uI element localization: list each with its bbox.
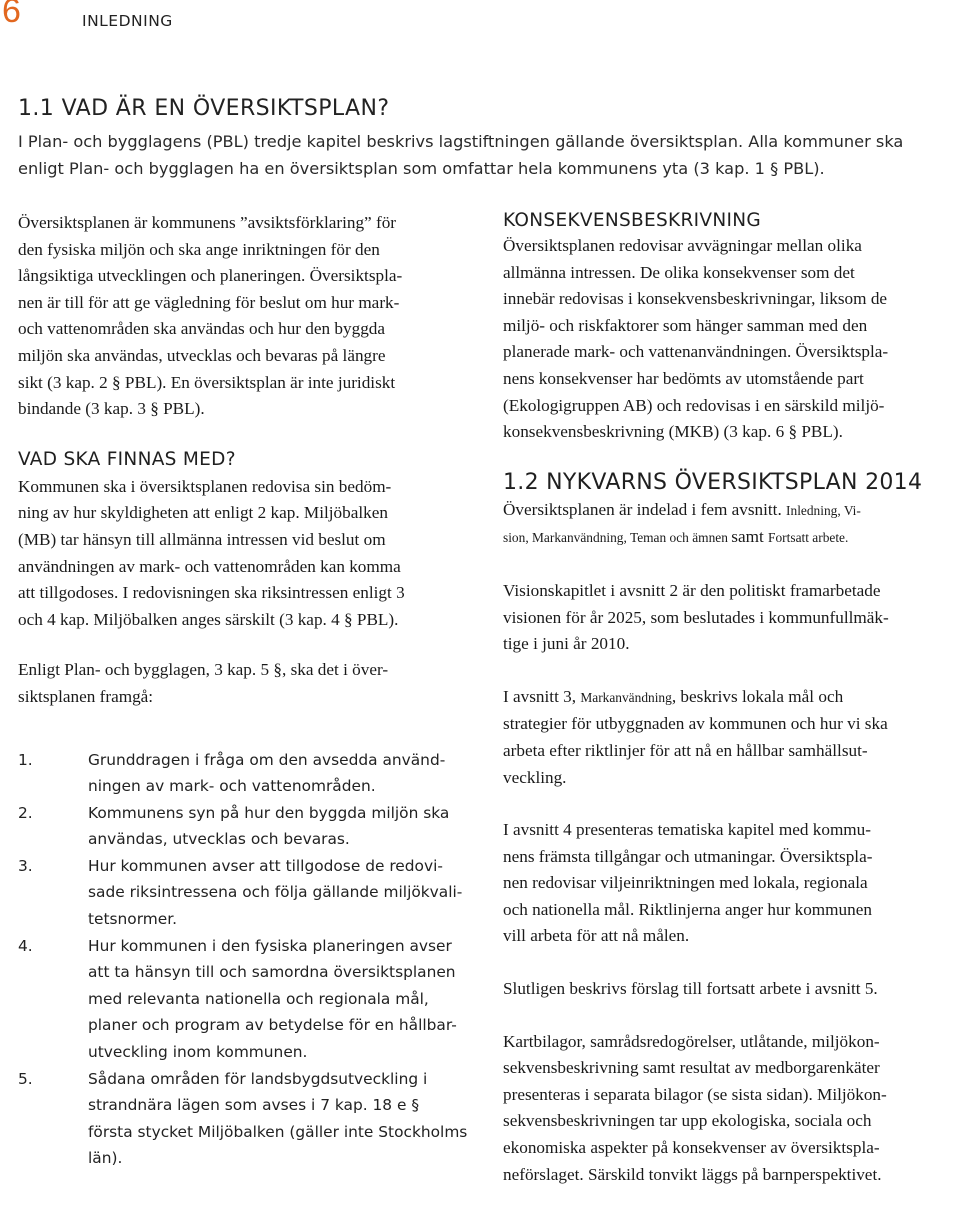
section-title-1-2: 1.2 NYKVARNS ÖVERSIKTSPLAN 2014 bbox=[503, 469, 923, 495]
text-fragment: samt bbox=[731, 527, 769, 547]
section-name-fragment: Inledning, Vi- bbox=[786, 502, 861, 518]
text-line: Översiktsplanen är kommunens ”avsiktsförklaring” för bbox=[18, 213, 397, 232]
text-line: bindande (3 kap. 3 § PBL). bbox=[18, 399, 205, 419]
text-line: planerade mark- och vattenanvändningen. Översiktspla- bbox=[503, 342, 889, 362]
section-name-fragment: Markanvändning bbox=[580, 689, 672, 705]
text-line: Hur kommunen avser att tillgodose de redovi- bbox=[88, 856, 443, 875]
text-fragment: Översiktsplanen är indelad i fem avsnitt. bbox=[503, 499, 787, 519]
text-line: Kommunens syn på hur den byggda miljön ska bbox=[88, 803, 450, 822]
text-line: (MB) tar hänsyn till allmänna intressen vid beslut om bbox=[18, 529, 386, 549]
list-item bbox=[18, 1066, 478, 1172]
text-line: tetsnormer. bbox=[88, 910, 178, 929]
text-line: miljön ska användas, utvecklas och bevaras på längre bbox=[18, 345, 386, 365]
list-item-number: 1. bbox=[18, 750, 33, 769]
right-column bbox=[503, 210, 958, 1188]
text-fragment: I avsnitt 3, bbox=[503, 686, 581, 706]
text-line: Kartbilagor, samrådsredogörelser, utlåtande, miljökon- bbox=[503, 1031, 880, 1051]
intro-line: I Plan- och bygglagens (PBL) tredje kapitel beskrivs lagstiftningen gällande översiktsplan. Alla kommuner ska bbox=[18, 132, 904, 151]
text-line: nens konsekvenser har bedömts av utomstående part bbox=[503, 368, 864, 388]
text-line: sikt (3 kap. 2 § PBL). En översiktsplan är inte juridiskt bbox=[18, 372, 396, 392]
paragraph-avsnitt-3 bbox=[503, 684, 958, 791]
text-line: neförslaget. Särskild tonvikt läggs på barnperspektivet. bbox=[503, 1164, 882, 1184]
text-line: presenteras i separata bilagor (se sista sidan). Miljökon- bbox=[503, 1084, 887, 1104]
paragraph-enligt-pbl bbox=[18, 657, 478, 710]
text-line: långsiktiga utvecklingen och planeringen. Översiktspla- bbox=[18, 266, 403, 286]
text-line: veckling. bbox=[503, 767, 567, 787]
text-line: allmänna intressen. De olika konsekvenser som det bbox=[503, 262, 855, 282]
list-item-number: 5. bbox=[18, 1069, 33, 1088]
text-line: att ta hänsyn till och samordna översiktsplanen bbox=[88, 963, 456, 982]
intro-line: enligt Plan- och bygglagen ha en översiktsplan som omfattar hela kommunens yta (3 kap. 1 § PBL). bbox=[18, 159, 825, 178]
text-line: nen redovisar viljeinriktningen med lokala, regionala bbox=[503, 873, 868, 893]
text-line: att tillgodoses. I redovisningen ska riksintressen enligt 3 bbox=[18, 583, 405, 603]
text-line: miljö- och riskfaktorer som hänger samman med den bbox=[503, 315, 868, 335]
heading-vad-ska-finnas-med: VAD SKA FINNAS MED? bbox=[18, 448, 236, 470]
criteria-list bbox=[18, 747, 478, 1173]
text-line: sade riksintressena och följa gällande miljökvali- bbox=[88, 883, 463, 902]
text-line: (Ekologigruppen AB) och redovisas i en särskild miljö- bbox=[503, 395, 885, 415]
text-line: konsekvensbeskrivning (MKB) (3 kap. 6 § PBL). bbox=[503, 422, 843, 442]
heading-konsekvensbeskrivning: KONSEKVENSBESKRIVNING bbox=[503, 210, 762, 231]
text-line: ekonomiska aspekter på konsekvenser av översiktspla- bbox=[503, 1138, 880, 1158]
text-line: Hur kommunen i den fysiska planeringen avser bbox=[88, 936, 452, 955]
text-line: den fysiska miljön och ska ange inriktningen för den bbox=[18, 239, 380, 259]
text-line: visionen för år 2025, som beslutades i kommunfullmäk- bbox=[503, 607, 889, 627]
text-line: Grunddragen i fråga om den avsedda använd- bbox=[88, 750, 446, 769]
paragraph-kartbilagor bbox=[503, 1029, 958, 1189]
text-line: innebär redovisas i konsekvensbeskrivningar, liksom de bbox=[503, 289, 888, 309]
list-item bbox=[18, 747, 478, 800]
text-line: och vattenområden ska användas och hur den byggda bbox=[18, 319, 386, 339]
text-line: sekvensbeskrivning samt resultat av medborgarenkäter bbox=[503, 1058, 880, 1078]
running-head-chapter: INLEDNING bbox=[82, 12, 173, 30]
list-item-number: 2. bbox=[18, 803, 33, 822]
list-item-number: 4. bbox=[18, 936, 33, 955]
text-line: med relevanta nationella och regionala mål, bbox=[88, 989, 429, 1008]
list-item bbox=[18, 800, 478, 853]
list-item-number: 3. bbox=[18, 856, 33, 875]
text-line: strandnära lägen som avses i 7 kap. 18 e § bbox=[88, 1096, 420, 1115]
text-line: sekvensbeskrivningen tar upp ekologiska, sociala och bbox=[503, 1111, 872, 1131]
text-line: Kommunen ska i översiktsplanen redovisa sin bedöm- bbox=[18, 476, 392, 496]
text-line: och nationella mål. Riktlinjerna anger hur kommunen bbox=[503, 899, 872, 919]
paragraph-slutligen: Slutligen beskrivs förslag till fortsatt arbete i avsnitt 5. bbox=[503, 979, 878, 999]
paragraph-kommunen-ska bbox=[18, 474, 478, 634]
paragraph-vision bbox=[503, 578, 958, 658]
list-item bbox=[18, 933, 478, 1066]
text-line: ningen av mark- och vattenområden. bbox=[88, 777, 376, 796]
text-line: ning av hur skyldigheten att enligt 2 kap. Miljöbalken bbox=[18, 503, 388, 523]
text-line: och 4 kap. Miljöbalken anges särskilt (3 kap. 4 § PBL). bbox=[18, 609, 399, 629]
page-number: 6 bbox=[2, 0, 21, 30]
paragraph-avsiktsforklaring bbox=[18, 210, 478, 423]
text-line: nen är till för att ge vägledning för beslut om hur mark- bbox=[18, 292, 400, 312]
text-line: vill arbeta för att nå målen. bbox=[503, 926, 690, 946]
section-name-fragment: sion, Markanvändning, Teman och ämnen bbox=[503, 530, 732, 546]
text-fragment: , beskrivs lokala mål och bbox=[671, 686, 844, 706]
paragraph-indelning bbox=[503, 497, 958, 552]
text-line: Översiktsplanen redovisar avvägningar mellan olika bbox=[503, 236, 862, 255]
text-line: användningen av mark- och vattenområden kan komma bbox=[18, 556, 401, 576]
section-title-1-1: 1.1 VAD ÄR EN ÖVERSIKTSPLAN? bbox=[18, 96, 390, 121]
section-name-fragment: Fortsatt arbete. bbox=[768, 530, 849, 546]
text-line: utveckling inom kommunen. bbox=[88, 1043, 308, 1062]
text-line: I avsnitt 4 presenteras tematiska kapitel med kommu- bbox=[503, 820, 871, 840]
left-column bbox=[18, 210, 478, 1172]
text-line: siktsplanen framgå: bbox=[18, 686, 154, 706]
text-line: strategier för utbyggnaden av kommunen och hur vi ska bbox=[503, 714, 888, 734]
intro-paragraph bbox=[18, 128, 960, 182]
list-item bbox=[18, 853, 478, 933]
text-line: Visionskapitlet i avsnitt 2 är den politiskt framarbetade bbox=[503, 580, 881, 600]
text-line: arbeta efter riktlinjer för att nå en hållbar samhällsut- bbox=[503, 740, 868, 760]
text-line: användas, utvecklas och bevaras. bbox=[88, 830, 350, 849]
text-line: första stycket Miljöbalken (gäller inte Stockholms bbox=[88, 1122, 468, 1141]
text-line: planer och program av betydelse för en hållbar- bbox=[88, 1016, 457, 1035]
text-line: Sådana områden för landsbygdsutveckling i bbox=[88, 1069, 428, 1088]
text-line: nens främsta tillgångar och utmaningar. Översiktspla- bbox=[503, 846, 873, 866]
text-line: län). bbox=[88, 1149, 123, 1168]
paragraph-avsnitt-4 bbox=[503, 817, 958, 950]
paragraph-konsekvens bbox=[503, 233, 958, 446]
text-line: tige i juni år 2010. bbox=[503, 634, 630, 654]
text-line: Enligt Plan- och bygglagen, 3 kap. 5 §, ska det i över- bbox=[18, 660, 389, 680]
